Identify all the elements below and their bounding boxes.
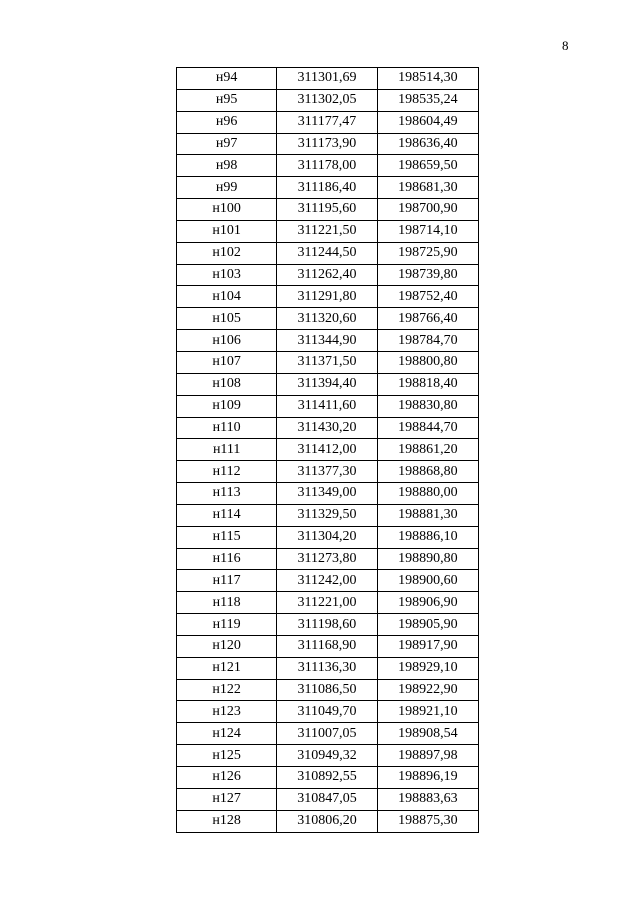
x-coordinate-cell: 311221,00	[277, 592, 377, 614]
table-row	[177, 635, 479, 657]
table-row	[177, 483, 479, 505]
y-coordinate-cell: 198604,49	[377, 111, 478, 133]
point-id-cell: н123	[177, 701, 277, 723]
table-row	[177, 657, 479, 679]
point-id-cell: н94	[177, 68, 277, 90]
x-coordinate-cell: 311244,50	[277, 242, 377, 264]
x-coordinate-cell: 311168,90	[277, 635, 377, 657]
y-coordinate-cell: 198886,10	[377, 526, 478, 548]
point-id-cell: н95	[177, 89, 277, 111]
x-coordinate-cell: 311177,47	[277, 111, 377, 133]
point-id-cell: н115	[177, 526, 277, 548]
x-coordinate-cell: 311291,80	[277, 286, 377, 308]
table-row	[177, 614, 479, 636]
y-coordinate-cell: 198725,90	[377, 242, 478, 264]
y-coordinate-cell: 198636,40	[377, 133, 478, 155]
point-id-cell: н105	[177, 308, 277, 330]
y-coordinate-cell: 198514,30	[377, 68, 478, 90]
y-coordinate-cell: 198700,90	[377, 199, 478, 221]
x-coordinate-cell: 311411,60	[277, 395, 377, 417]
point-id-cell: н116	[177, 548, 277, 570]
table-row	[177, 89, 479, 111]
table-row	[177, 767, 479, 789]
point-id-cell: н125	[177, 745, 277, 767]
x-coordinate-cell: 311242,00	[277, 570, 377, 592]
y-coordinate-cell: 198897,98	[377, 745, 478, 767]
point-id-cell: н124	[177, 723, 277, 745]
table-row	[177, 242, 479, 264]
y-coordinate-cell: 198881,30	[377, 504, 478, 526]
y-coordinate-cell: 198861,20	[377, 439, 478, 461]
x-coordinate-cell: 311430,20	[277, 417, 377, 439]
x-coordinate-cell: 311273,80	[277, 548, 377, 570]
x-coordinate-cell: 310949,32	[277, 745, 377, 767]
x-coordinate-cell: 311302,05	[277, 89, 377, 111]
x-coordinate-cell: 311221,50	[277, 220, 377, 242]
point-id-cell: н100	[177, 199, 277, 221]
x-coordinate-cell: 311301,69	[277, 68, 377, 90]
point-id-cell: н117	[177, 570, 277, 592]
table-row	[177, 570, 479, 592]
point-id-cell: н101	[177, 220, 277, 242]
x-coordinate-cell: 311344,90	[277, 330, 377, 352]
table-row	[177, 417, 479, 439]
y-coordinate-cell: 198800,80	[377, 351, 478, 373]
table-row	[177, 461, 479, 483]
point-id-cell: н108	[177, 373, 277, 395]
y-coordinate-cell: 198830,80	[377, 395, 478, 417]
table-row	[177, 220, 479, 242]
x-coordinate-cell: 311173,90	[277, 133, 377, 155]
x-coordinate-cell: 311186,40	[277, 177, 377, 199]
coordinates-table	[176, 67, 479, 833]
y-coordinate-cell: 198880,00	[377, 483, 478, 505]
x-coordinate-cell: 311198,60	[277, 614, 377, 636]
table-row	[177, 592, 479, 614]
point-id-cell: н127	[177, 788, 277, 810]
y-coordinate-cell: 198752,40	[377, 286, 478, 308]
table-row	[177, 133, 479, 155]
point-id-cell: н126	[177, 767, 277, 789]
y-coordinate-cell: 198900,60	[377, 570, 478, 592]
y-coordinate-cell: 198766,40	[377, 308, 478, 330]
table-row	[177, 679, 479, 701]
y-coordinate-cell: 198739,80	[377, 264, 478, 286]
table-row	[177, 199, 479, 221]
point-id-cell: н120	[177, 635, 277, 657]
y-coordinate-cell: 198681,30	[377, 177, 478, 199]
table-row	[177, 745, 479, 767]
x-coordinate-cell: 311195,60	[277, 199, 377, 221]
x-coordinate-cell: 311412,00	[277, 439, 377, 461]
y-coordinate-cell: 198921,10	[377, 701, 478, 723]
table-row	[177, 286, 479, 308]
point-id-cell: н118	[177, 592, 277, 614]
table-row	[177, 155, 479, 177]
point-id-cell: н114	[177, 504, 277, 526]
table-row	[177, 373, 479, 395]
table-row	[177, 504, 479, 526]
y-coordinate-cell: 198659,50	[377, 155, 478, 177]
table-row	[177, 68, 479, 90]
y-coordinate-cell: 198844,70	[377, 417, 478, 439]
table-row	[177, 395, 479, 417]
point-id-cell: н109	[177, 395, 277, 417]
table-row	[177, 723, 479, 745]
x-coordinate-cell: 311349,00	[277, 483, 377, 505]
y-coordinate-cell: 198714,10	[377, 220, 478, 242]
table-row	[177, 548, 479, 570]
y-coordinate-cell: 198896,19	[377, 767, 478, 789]
y-coordinate-cell: 198917,90	[377, 635, 478, 657]
point-id-cell: н98	[177, 155, 277, 177]
y-coordinate-cell: 198908,54	[377, 723, 478, 745]
point-id-cell: н97	[177, 133, 277, 155]
table-row	[177, 439, 479, 461]
table-row	[177, 330, 479, 352]
table-row	[177, 810, 479, 832]
point-id-cell: н103	[177, 264, 277, 286]
table-row	[177, 351, 479, 373]
table-row	[177, 177, 479, 199]
table-row	[177, 264, 479, 286]
y-coordinate-cell: 198784,70	[377, 330, 478, 352]
y-coordinate-cell: 198818,40	[377, 373, 478, 395]
x-coordinate-cell: 311320,60	[277, 308, 377, 330]
page-number: 8	[562, 38, 569, 53]
y-coordinate-cell: 198905,90	[377, 614, 478, 636]
y-coordinate-cell: 198875,30	[377, 810, 478, 832]
x-coordinate-cell: 311007,05	[277, 723, 377, 745]
point-id-cell: н99	[177, 177, 277, 199]
x-coordinate-cell: 311262,40	[277, 264, 377, 286]
coordinates-table-body	[177, 68, 479, 833]
y-coordinate-cell: 198890,80	[377, 548, 478, 570]
point-id-cell: н122	[177, 679, 277, 701]
point-id-cell: н107	[177, 351, 277, 373]
x-coordinate-cell: 311136,30	[277, 657, 377, 679]
point-id-cell: н110	[177, 417, 277, 439]
x-coordinate-cell: 311304,20	[277, 526, 377, 548]
x-coordinate-cell: 311178,00	[277, 155, 377, 177]
table-row	[177, 526, 479, 548]
x-coordinate-cell: 311049,70	[277, 701, 377, 723]
x-coordinate-cell: 311394,40	[277, 373, 377, 395]
y-coordinate-cell: 198906,90	[377, 592, 478, 614]
point-id-cell: н128	[177, 810, 277, 832]
point-id-cell: н104	[177, 286, 277, 308]
point-id-cell: н121	[177, 657, 277, 679]
point-id-cell: н102	[177, 242, 277, 264]
x-coordinate-cell: 310892,55	[277, 767, 377, 789]
table-row	[177, 788, 479, 810]
point-id-cell: н113	[177, 483, 277, 505]
y-coordinate-cell: 198922,90	[377, 679, 478, 701]
table-row	[177, 701, 479, 723]
point-id-cell: н112	[177, 461, 277, 483]
x-coordinate-cell: 311377,30	[277, 461, 377, 483]
y-coordinate-cell: 198535,24	[377, 89, 478, 111]
y-coordinate-cell: 198883,63	[377, 788, 478, 810]
y-coordinate-cell: 198929,10	[377, 657, 478, 679]
x-coordinate-cell: 311329,50	[277, 504, 377, 526]
point-id-cell: н96	[177, 111, 277, 133]
table-row	[177, 308, 479, 330]
point-id-cell: н106	[177, 330, 277, 352]
y-coordinate-cell: 198868,80	[377, 461, 478, 483]
table-row	[177, 111, 479, 133]
x-coordinate-cell: 310806,20	[277, 810, 377, 832]
x-coordinate-cell: 311371,50	[277, 351, 377, 373]
x-coordinate-cell: 310847,05	[277, 788, 377, 810]
point-id-cell: н119	[177, 614, 277, 636]
point-id-cell: н111	[177, 439, 277, 461]
x-coordinate-cell: 311086,50	[277, 679, 377, 701]
